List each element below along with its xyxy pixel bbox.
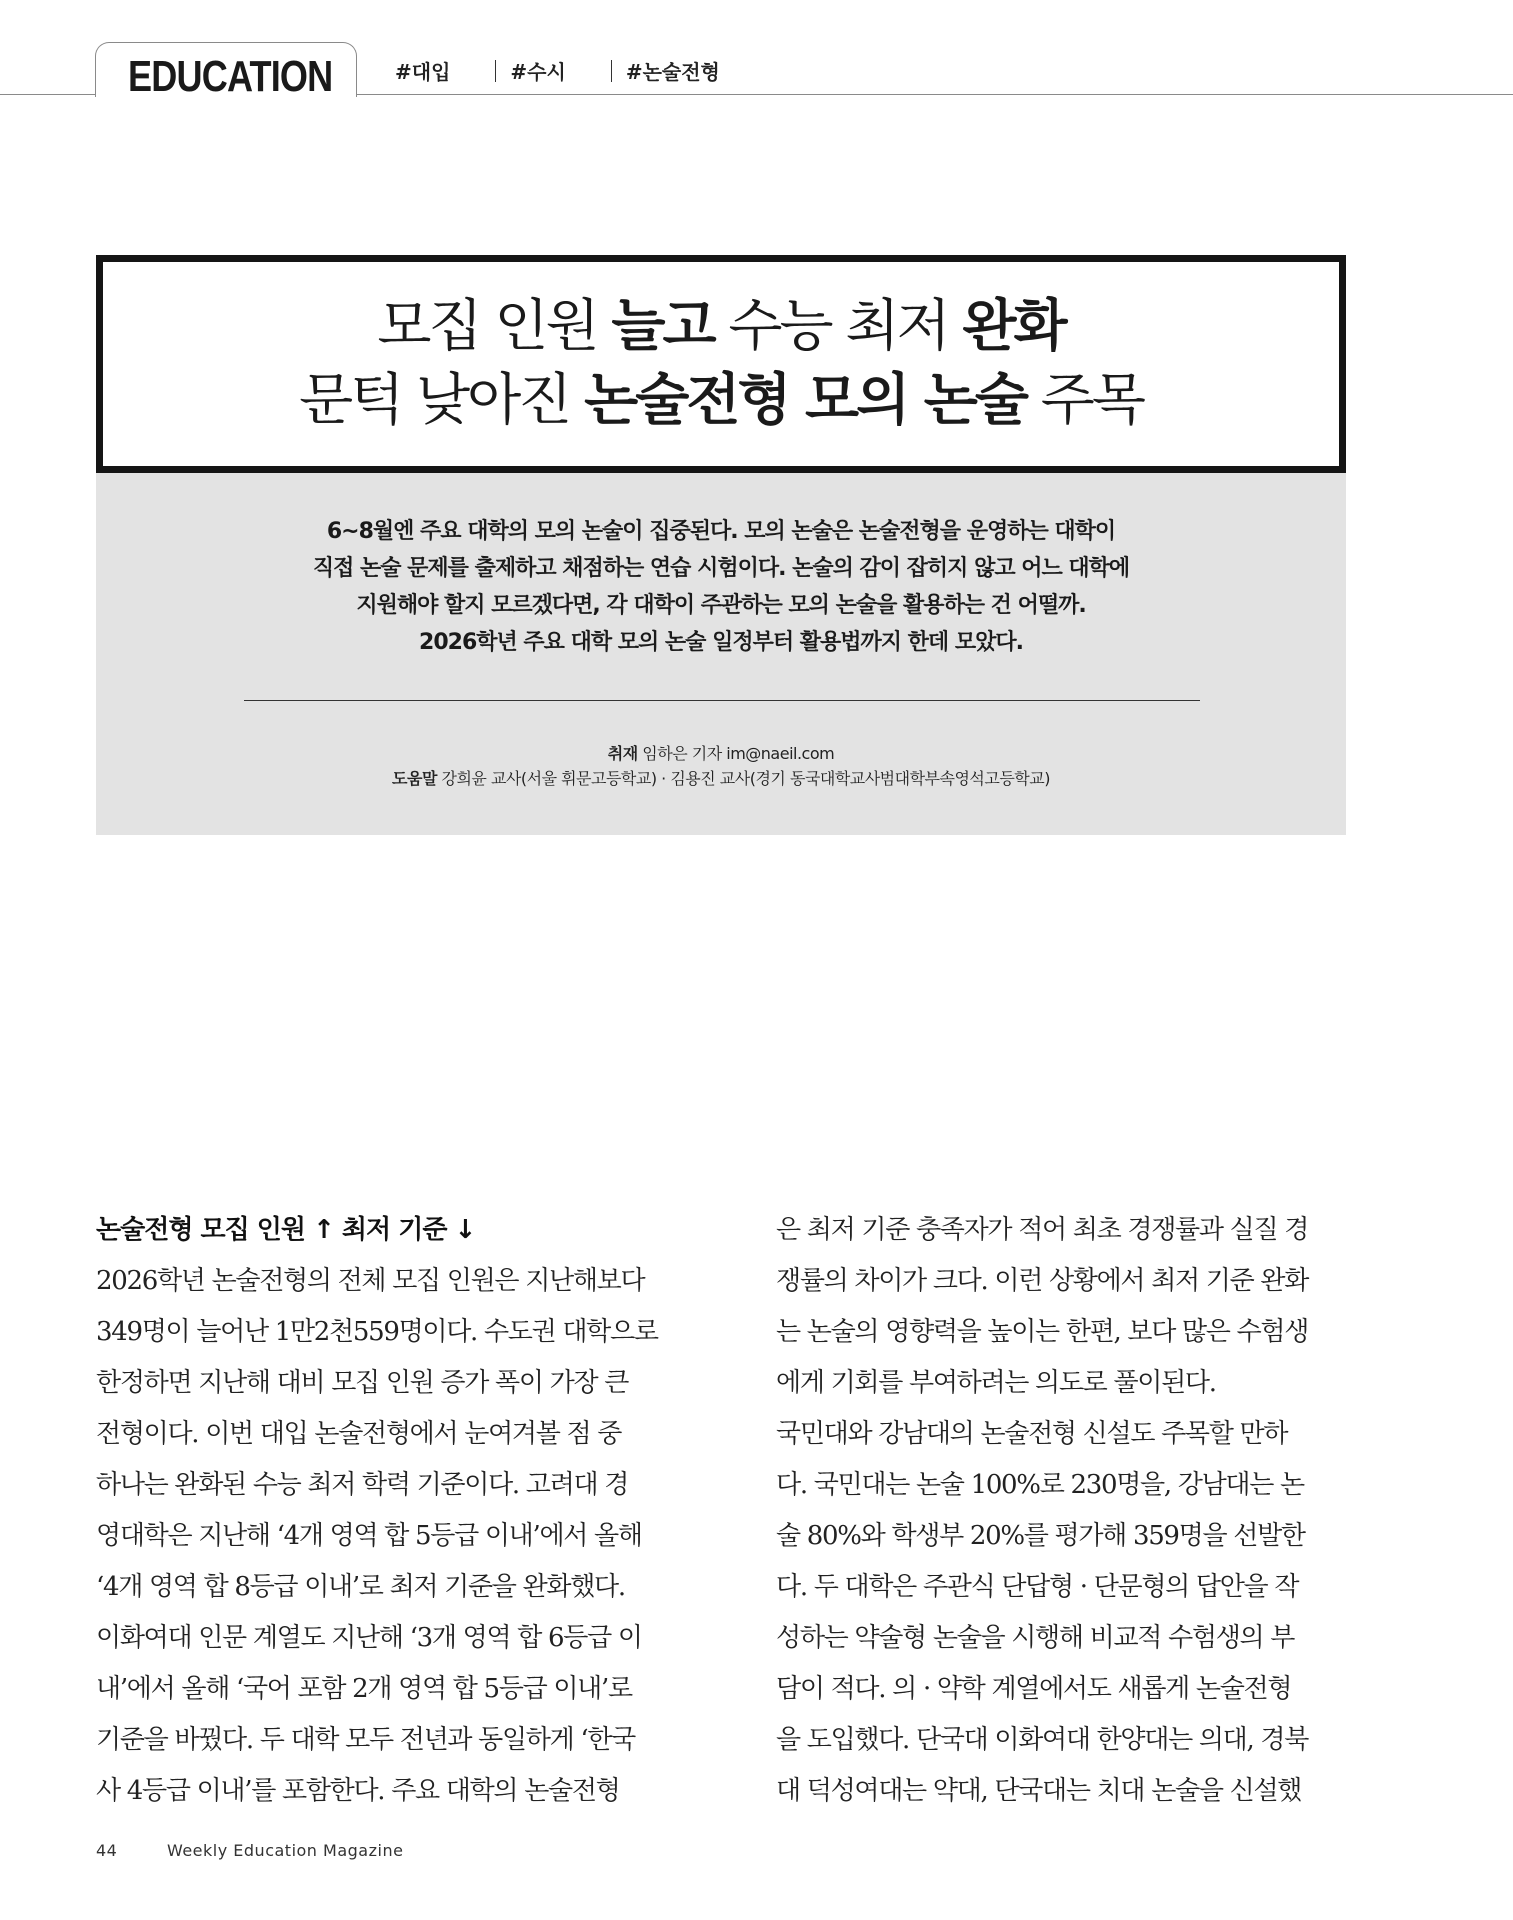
headline-emphasis: 논술전형 모의 논술 bbox=[584, 368, 1026, 433]
body-column-left bbox=[96, 1205, 674, 1817]
page-number: 44 bbox=[96, 1841, 118, 1860]
body-line: 대 덕성여대는 약대, 단국대는 치대 논술을 신설했 bbox=[776, 1776, 1302, 1806]
body-line: 술 80%와 학생부 20%를 평가해 359명을 선발한 bbox=[776, 1521, 1305, 1551]
headline-emphasis: 완화 bbox=[962, 294, 1065, 359]
advisor-names: 강희윤 교사(서울 휘문고등학교) · 김용진 교사(경기 동국대학교사범대학부속영석고등학교) bbox=[441, 769, 1050, 788]
lead-line: 지원해야 할지 모르겠다면, 각 대학이 주관하는 모의 논술을 활용하는 건 어떨까. bbox=[356, 593, 1086, 618]
body-line: 이화여대 인문 계열도 지난해 ‘3개 영역 합 6등급 이 bbox=[96, 1623, 642, 1653]
page-footer bbox=[96, 1841, 403, 1860]
body-line: 기준을 바꿨다. 두 대학 모두 전년과 동일하게 ‘한국 bbox=[96, 1725, 636, 1755]
body-line: 한정하면 지난해 대비 모집 인원 증가 폭이 가장 큰 bbox=[96, 1368, 629, 1398]
body-line: 349명이 늘어난 1만2천559명이다. 수도권 대학으로 bbox=[96, 1317, 658, 1347]
lead-divider bbox=[244, 700, 1200, 701]
headline-box bbox=[96, 255, 1346, 473]
body-line: 성하는 약술형 논술을 시행해 비교적 수험생의 부 bbox=[776, 1623, 1295, 1653]
headline-text: 수능 최저 bbox=[713, 294, 963, 359]
section-label: EDUCATION bbox=[128, 52, 333, 101]
tag-rolling[interactable]: #수시 bbox=[510, 60, 566, 84]
headline-text: 주목 bbox=[1025, 368, 1143, 433]
advisor-label: 도움말 bbox=[392, 769, 437, 788]
body-line: 담이 적다. 의 · 약학 계열에서도 새롭게 논술전형 bbox=[776, 1674, 1292, 1704]
reporter-name: 임하은 기자 im@naeil.com bbox=[642, 744, 835, 763]
body-column-right bbox=[776, 1205, 1354, 1817]
body-line: 다. 두 대학은 주관식 단답형 · 단문형의 답안을 작 bbox=[776, 1572, 1299, 1602]
reporter-label: 취재 bbox=[607, 744, 638, 763]
body-line: ‘4개 영역 합 8등급 이내’로 최저 기준을 완화했다. bbox=[96, 1572, 625, 1602]
body-line: 쟁률의 차이가 크다. 이런 상황에서 최저 기준 완화 bbox=[776, 1266, 1309, 1296]
body-line: 다. 국민대는 논술 100%로 230명을, 강남대는 논 bbox=[776, 1470, 1304, 1500]
body-line: 는 논술의 영향력을 높이는 한편, 보다 많은 수험생 bbox=[776, 1317, 1309, 1347]
body-line: 하나는 완화된 수능 최저 학력 기준이다. 고려대 경 bbox=[96, 1470, 629, 1500]
lead-box bbox=[96, 473, 1346, 835]
tag-list bbox=[395, 56, 720, 85]
credits bbox=[96, 741, 1346, 791]
body-line: 국민대와 강남대의 논술전형 신설도 주목할 만하 bbox=[776, 1419, 1288, 1449]
body-line: 은 최저 기준 충족자가 적어 최초 경쟁률과 실질 경 bbox=[776, 1215, 1309, 1245]
advisor-credit bbox=[96, 766, 1346, 791]
lead-paragraph bbox=[96, 513, 1346, 661]
headline-line-1 bbox=[377, 290, 1064, 364]
body-line: 2026학년 논술전형의 전체 모집 인원은 지난해보다 bbox=[96, 1266, 645, 1296]
lead-line: 6~8월엔 주요 대학의 모의 논술이 집중된다. 모의 논술은 논술전형을 운영하는 대학이 bbox=[326, 519, 1116, 544]
lead-line: 직접 논술 문제를 출제하고 채점하는 연습 시험이다. 논술의 감이 잡히지 않고 어느 대학에 bbox=[312, 556, 1130, 581]
tag-essay[interactable]: #논술전형 bbox=[625, 60, 720, 84]
tag-divider bbox=[495, 60, 496, 82]
tag-divider bbox=[611, 60, 612, 82]
lead-line: 2026학년 주요 대학 모의 논술 일정부터 활용법까지 한데 모았다. bbox=[419, 630, 1023, 655]
body-line: 영대학은 지난해 ‘4개 영역 합 5등급 이내’에서 올해 bbox=[96, 1521, 642, 1551]
headline-text: 모집 인원 bbox=[377, 294, 612, 359]
headline-text: 문턱 낮아진 bbox=[299, 368, 585, 433]
headline-line-2 bbox=[299, 364, 1143, 438]
section-subhead: 논술전형 모집 인원 ↑ 최저 기준 ↓ bbox=[96, 1215, 476, 1245]
body-line: 사 4등급 이내’를 포함한다. 주요 대학의 논술전형 bbox=[96, 1776, 620, 1806]
body-line: 에게 기회를 부여하려는 의도로 풀이된다. bbox=[776, 1368, 1216, 1398]
reporter-credit bbox=[96, 741, 1346, 766]
headline-emphasis: 늘고 bbox=[611, 294, 714, 359]
body-line: 을 도입했다. 단국대 이화여대 한양대는 의대, 경북 bbox=[776, 1725, 1309, 1755]
body-line: 전형이다. 이번 대입 논술전형에서 눈여겨볼 점 중 bbox=[96, 1419, 622, 1449]
body-line: 내’에서 올해 ‘국어 포함 2개 영역 합 5등급 이내’로 bbox=[96, 1674, 632, 1704]
magazine-name: Weekly Education Magazine bbox=[166, 1841, 404, 1860]
tag-admission[interactable]: #대입 bbox=[395, 60, 451, 84]
